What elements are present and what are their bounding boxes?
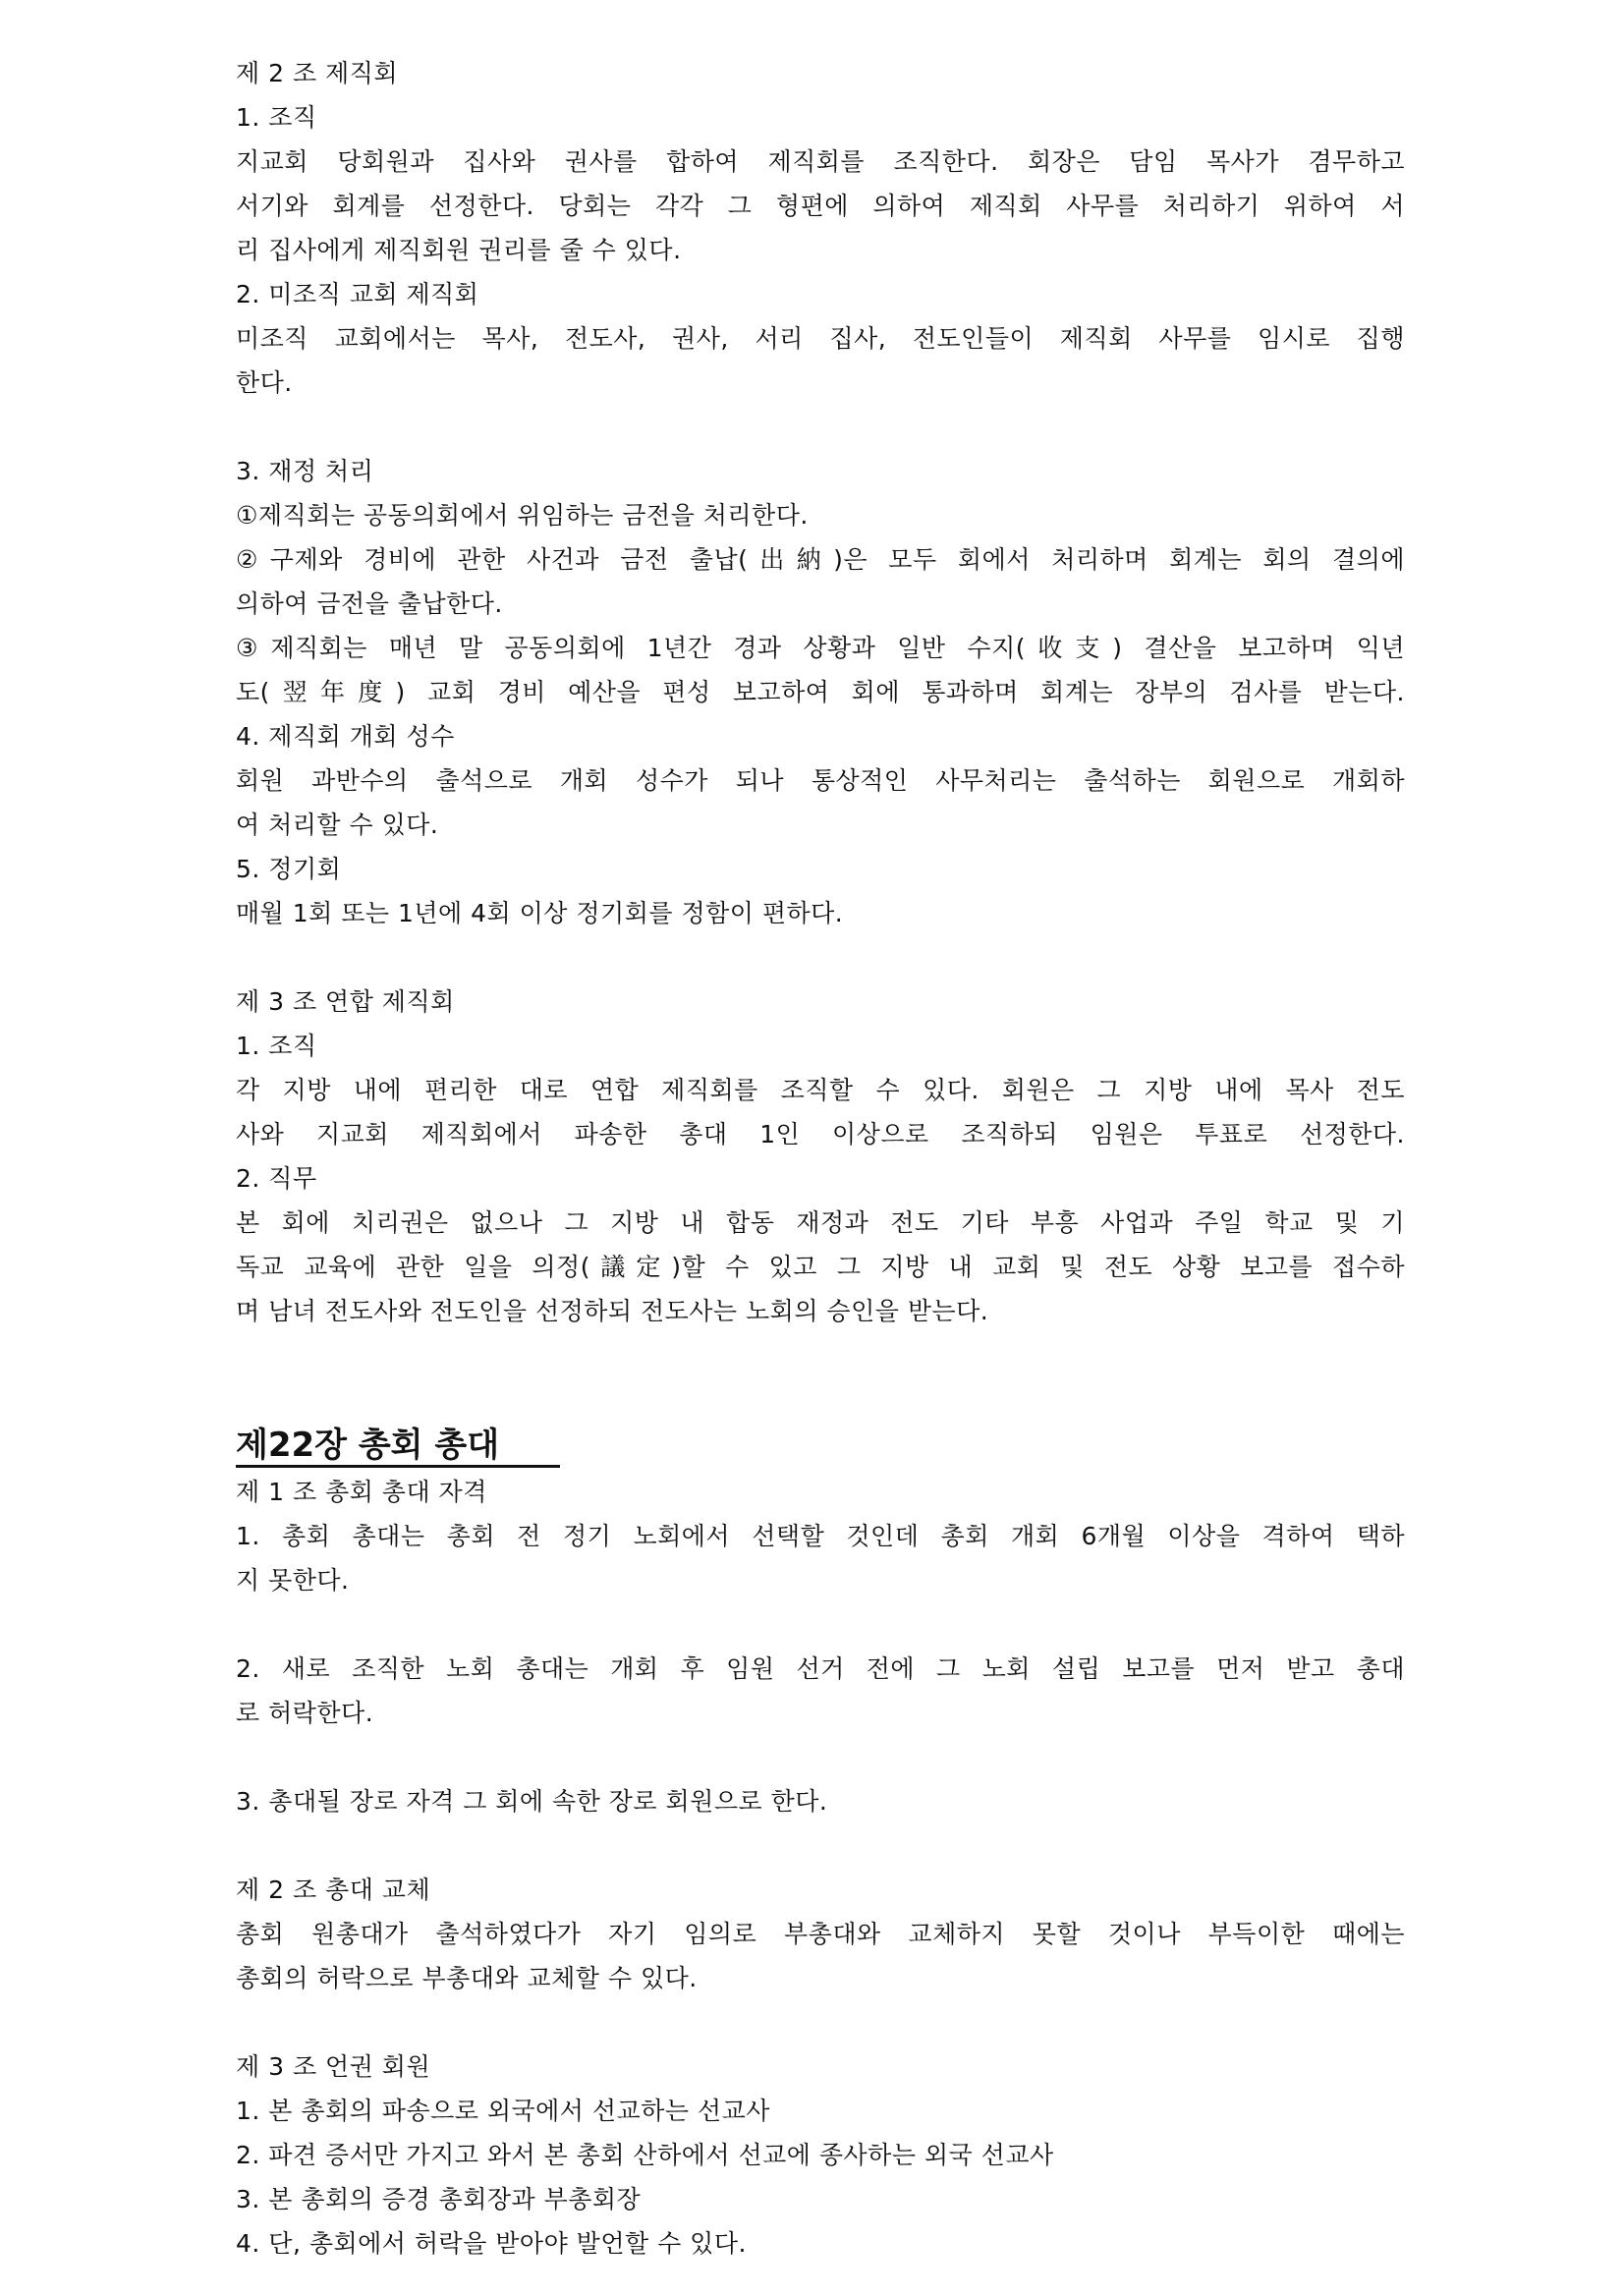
- text-line: 여 처리할 수 있다.: [236, 811, 439, 839]
- text-line: 5. 정기회: [236, 855, 342, 883]
- text-line: 로 허락한다.: [236, 1699, 374, 1727]
- text-line: 2. 새로 조직한 노회 총대는 개회 후 임원 선거 전에 그 노회 설립 보고를 먼저 받고 총대: [236, 1654, 1405, 1683]
- text-line: 제 3 조 연합 제직회: [236, 987, 455, 1016]
- text-line: 서기와 회계를 선정한다. 당회는 각각 그 형편에 의하여 제직회 사무를 처리하기 위하여 서: [236, 192, 1405, 220]
- blank-line: [236, 405, 1405, 449]
- text-line: 각 지방 내에 편리한 대로 연합 제직회를 조직할 수 있다. 회원은 그 지방 내에 목사 전도: [236, 1076, 1405, 1104]
- blank-line: [236, 1823, 1405, 1868]
- chapter-heading-text: 제22장 총회 총대: [236, 1426, 560, 1468]
- text-line: 제 3 조 언권 회원: [236, 2052, 431, 2081]
- blank-line: [236, 935, 1405, 980]
- text-line: 지교회 당회원과 집사와 권사를 합하여 제직회를 조직한다. 회장은 담임 목사가 겸무하고: [236, 147, 1405, 176]
- text-line: 한다.: [236, 368, 293, 397]
- blank-line: [236, 1333, 1405, 1422]
- text-line: 2. 파견 증서만 가지고 와서 본 총회 산하에서 선교에 종사하는 외국 선교사: [236, 2141, 1054, 2169]
- text-line: ②구제와 경비에 관한 사건과 금전 출납(出納)은 모두 회에서 처리하며 회계는 회의 결의에: [236, 545, 1405, 574]
- text-line: ①제직회는 공동의회에서 위임하는 금전을 처리한다.: [236, 501, 809, 530]
- text-line: 리 집사에게 제직회원 권리를 줄 수 있다.: [236, 236, 682, 264]
- text-line: 도(翌年度) 교회 경비 예산을 편성 보고하여 회에 통과하며 회계는 장부의 검사를 받는다.: [236, 678, 1405, 706]
- text-line: 1. 본 총회의 파송으로 외국에서 선교하는 선교사: [236, 2097, 770, 2125]
- text-line: 2. 미조직 교회 제직회: [236, 280, 479, 308]
- text-line: 의하여 금전을 출납한다.: [236, 589, 503, 618]
- text-line: 미조직 교회에서는 목사, 전도사, 권사, 서리 집사, 전도인들이 제직회 사무를 임시로 집행: [236, 324, 1405, 353]
- text-line: 1. 조직: [236, 103, 317, 132]
- text-line: 사와 지교회 제직회에서 파송한 총대 1인 이상으로 조직하되 임원은 투표로 선정한다.: [236, 1120, 1405, 1148]
- text-line: 1. 총회 총대는 총회 전 정기 노회에서 선택할 것인데 총회 개회 6개월 이상을 격하여 택하: [236, 1522, 1405, 1550]
- chapter-heading: [236, 1422, 1405, 1469]
- text-line: 지 못한다.: [236, 1566, 350, 1595]
- text-line: 회원 과반수의 출석으로 개회 성수가 되나 통상적인 사무처리는 출석하는 회원으로 개회하: [236, 766, 1405, 795]
- text-line: 제 2 조 제직회: [236, 59, 398, 87]
- text-line: 독교 교육에 관한 일을 의정(議定)할 수 있고 그 지방 내 교회 및 전도 상황 보고를 접수하: [236, 1253, 1405, 1281]
- text-line: 총회의 허락으로 부총대와 교체할 수 있다.: [236, 1964, 698, 1992]
- text-line: ③제직회는 매년 말 공동의회에 1년간 경과 상황과 일반 수지(收支) 결산을 보고하며 익년: [236, 634, 1405, 662]
- text-line: 4. 단, 총회에서 허락을 받아야 발언할 수 있다.: [236, 2229, 747, 2258]
- text-line: 매월 1회 또는 1년에 4회 이상 정기회를 정함이 편하다.: [236, 899, 844, 927]
- blank-line: [236, 1735, 1405, 1779]
- blank-line: [236, 1602, 1405, 1647]
- text-line: 제 1 조 총회 총대 자격: [236, 1478, 487, 1506]
- text-line: 제 2 조 총대 교체: [236, 1876, 431, 1904]
- text-line: 총회 원총대가 출석하였다가 자기 임의로 부총대와 교체하지 못할 것이나 부득이한 때에는: [236, 1920, 1405, 1948]
- text-line: 3. 본 총회의 증경 총회장과 부총회장: [236, 2185, 642, 2213]
- text-line: 1. 조직: [236, 1032, 317, 1060]
- text-line: 본 회에 치리권은 없으나 그 지방 내 합동 재정과 전도 기타 부흥 사업과 주일 학교 및 기: [236, 1208, 1405, 1237]
- text-line: 2. 직무: [236, 1164, 317, 1193]
- text-line: 4. 제직회 개회 성수: [236, 722, 455, 751]
- document-page: [236, 51, 1405, 2266]
- text-line: 3. 총대될 장로 자격 그 회에 속한 장로 회원으로 한다.: [236, 1787, 828, 1816]
- text-line: 며 남녀 전도사와 전도인을 선정하되 전도사는 노회의 승인을 받는다.: [236, 1297, 989, 1325]
- blank-line: [236, 2000, 1405, 2044]
- text-line: 3. 재정 처리: [236, 457, 374, 485]
